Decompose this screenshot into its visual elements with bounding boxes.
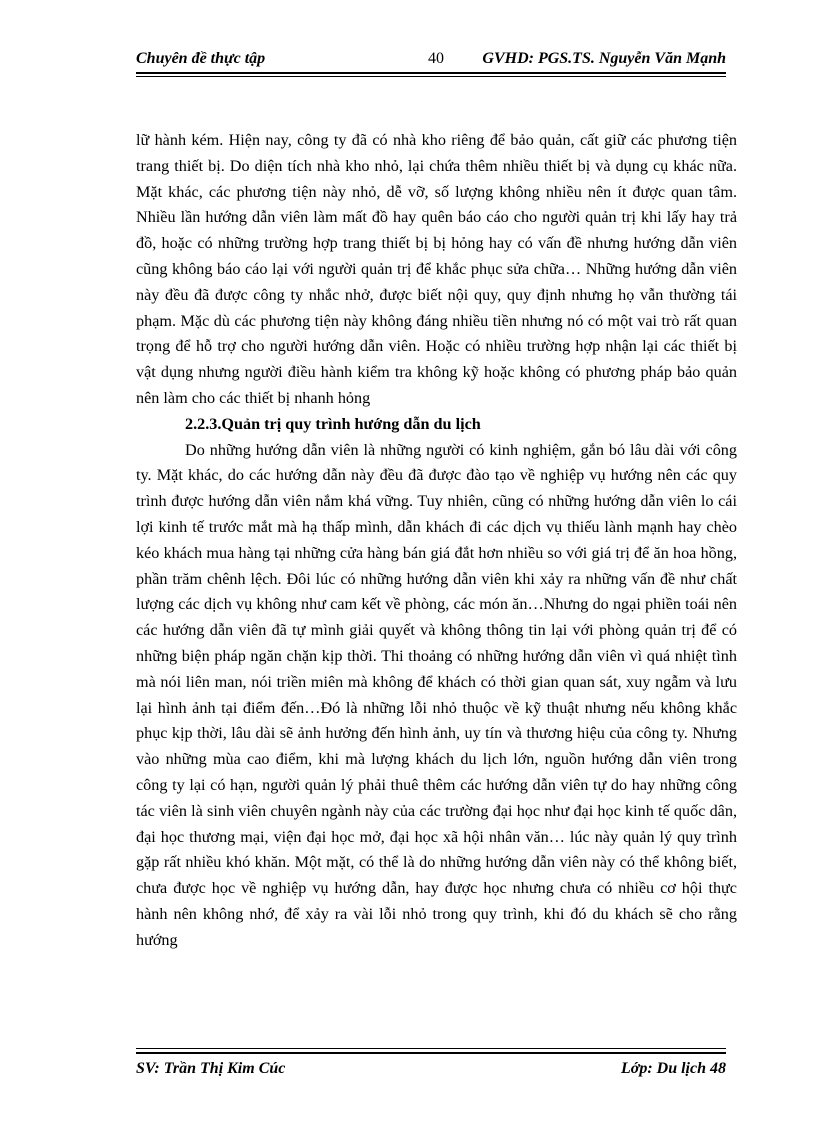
header-rule xyxy=(136,72,726,74)
header-supervisor: GVHD: PGS.TS. Nguyễn Văn Mạnh xyxy=(482,50,726,67)
body-paragraph: lữ hành kém. Hiện nay, công ty đã có nhà kho riêng để bảo quản, cất giữ các phương tiện trang thiết bị. Do diện tích nhà kho nhỏ, lại chứa thêm nhiều thiết bị và dụng cụ khác nữa. Mặt khác, các phương tiện này nhỏ, dễ vỡ, số lượng không nhiều nên ít được quan tâm. Nhiều lần hướng dẫn viên làm mất đồ hay quên báo cáo cho người quản trị khi lấy hay trả đồ, hoặc có những trường hợp trang thiết bị bị hỏng hay có vấn đề nhưng hướng dẫn viên cũng không báo cáo lại với người quản trị để khắc phục sửa chữa… Những hướng dẫn viên này đều đã được công ty nhắc nhở, được biết nội quy, quy định nhưng họ vẫn thường tái phạm. Mặc dù các phương tiện này không đáng nhiều tiền nhưng nó có một vai trò rất quan trọng để hỗ trợ cho người hướng dẫn viên. Hoặc có nhiều trường hợp nhận lại các thiết bị vật dụng nhưng người điều hành kiểm tra không kỹ hoặc không có phương pháp bảo quản nên làm cho các thiết bị nhanh hỏng xyxy=(136,131,737,407)
header-report-title: Chuyên đề thực tập xyxy=(136,50,266,67)
footer-rule-thin xyxy=(136,1048,726,1049)
body-paragraph: Do những hướng dẫn viên là những người có kinh nghiệm, gắn bó lâu dài với công ty. Mặt khác, do các hướng dẫn này đều đã được đào tạo về nghiệp vụ hướng nên các quy trình được hướng dẫn viên nắm khá vững. Tuy nhiên, cũng có những hướng dẫn viên lo cái lợi kinh tế trước mắt mà hạ thấp mình, dẫn khách đi các dịch vụ thiếu lành mạnh hay chèo kéo khách mua hàng tại những cửa hàng bán giá đắt hơn nhiều so với giá trị để ăn hoa hồng, phần trăm chênh lệch. Đôi lúc có những hướng dẫn viên khi xảy ra những vấn đề như chất lượng các dịch vụ không như cam kết về phòng, các món ăn…Nhưng do ngại phiền toái nên các hướng dẫn viên đã tự mình giải quyết và không thông tin lại với phòng quản trị để có những biện pháp ngăn chặn kịp thời. Thi thoảng có những hướng dẫn viên vì quá nhiệt tình mà nói liên man, nói triền miên mà không để khách có thời gian quan sát, xuy ngẫm và lưu lại hình ảnh tại điểm đến…Đó là những lỗi nhỏ thuộc về kỹ thuật nhưng nếu không khắc phục kịp thời, lâu dài sẽ ảnh hưởng đến hình ảnh, uy tín và thương hiệu của công ty. Nhưng vào những mùa cao điểm, khi mà lượng khách du lịch lớn, nguồn hướng dẫn viên trong công ty lại có hạn, người quản lý phải thuê thêm các hướng dẫn viên tự do hay những công tác viên là sinh viên chuyên ngành này của các trường đại học như đại học kinh tế quốc dân, đại học thương mại, viện đại học mở, đại học xã hội nhân văn… lúc này quản lý quy trình gặp rất nhiều khó khăn. Một mặt, có thể là do những hướng dẫn viên này có thể không biết, chưa được học về nghiệp vụ hướng dẫn, hay được học nhưng chưa có nhiều cơ hội thực hành nên không nhớ, để xảy ra vài lỗi nhỏ trong quy trình, khi đó du khách sẽ cho rằng hướng xyxy=(136,440,737,949)
page-header xyxy=(136,46,726,72)
footer-student: SV: Trần Thị Kim Cúc xyxy=(136,1060,286,1077)
page-footer xyxy=(136,1060,726,1084)
page-number: 40 xyxy=(428,50,444,67)
header-rule-thin xyxy=(136,76,726,77)
footer-class: Lớp: Du lịch 48 xyxy=(620,1060,726,1077)
footer-rule xyxy=(136,1052,726,1054)
page-body xyxy=(136,128,737,954)
section-heading: 2.2.3.Quản trị quy trình hướng dẫn du lịch xyxy=(185,414,481,433)
